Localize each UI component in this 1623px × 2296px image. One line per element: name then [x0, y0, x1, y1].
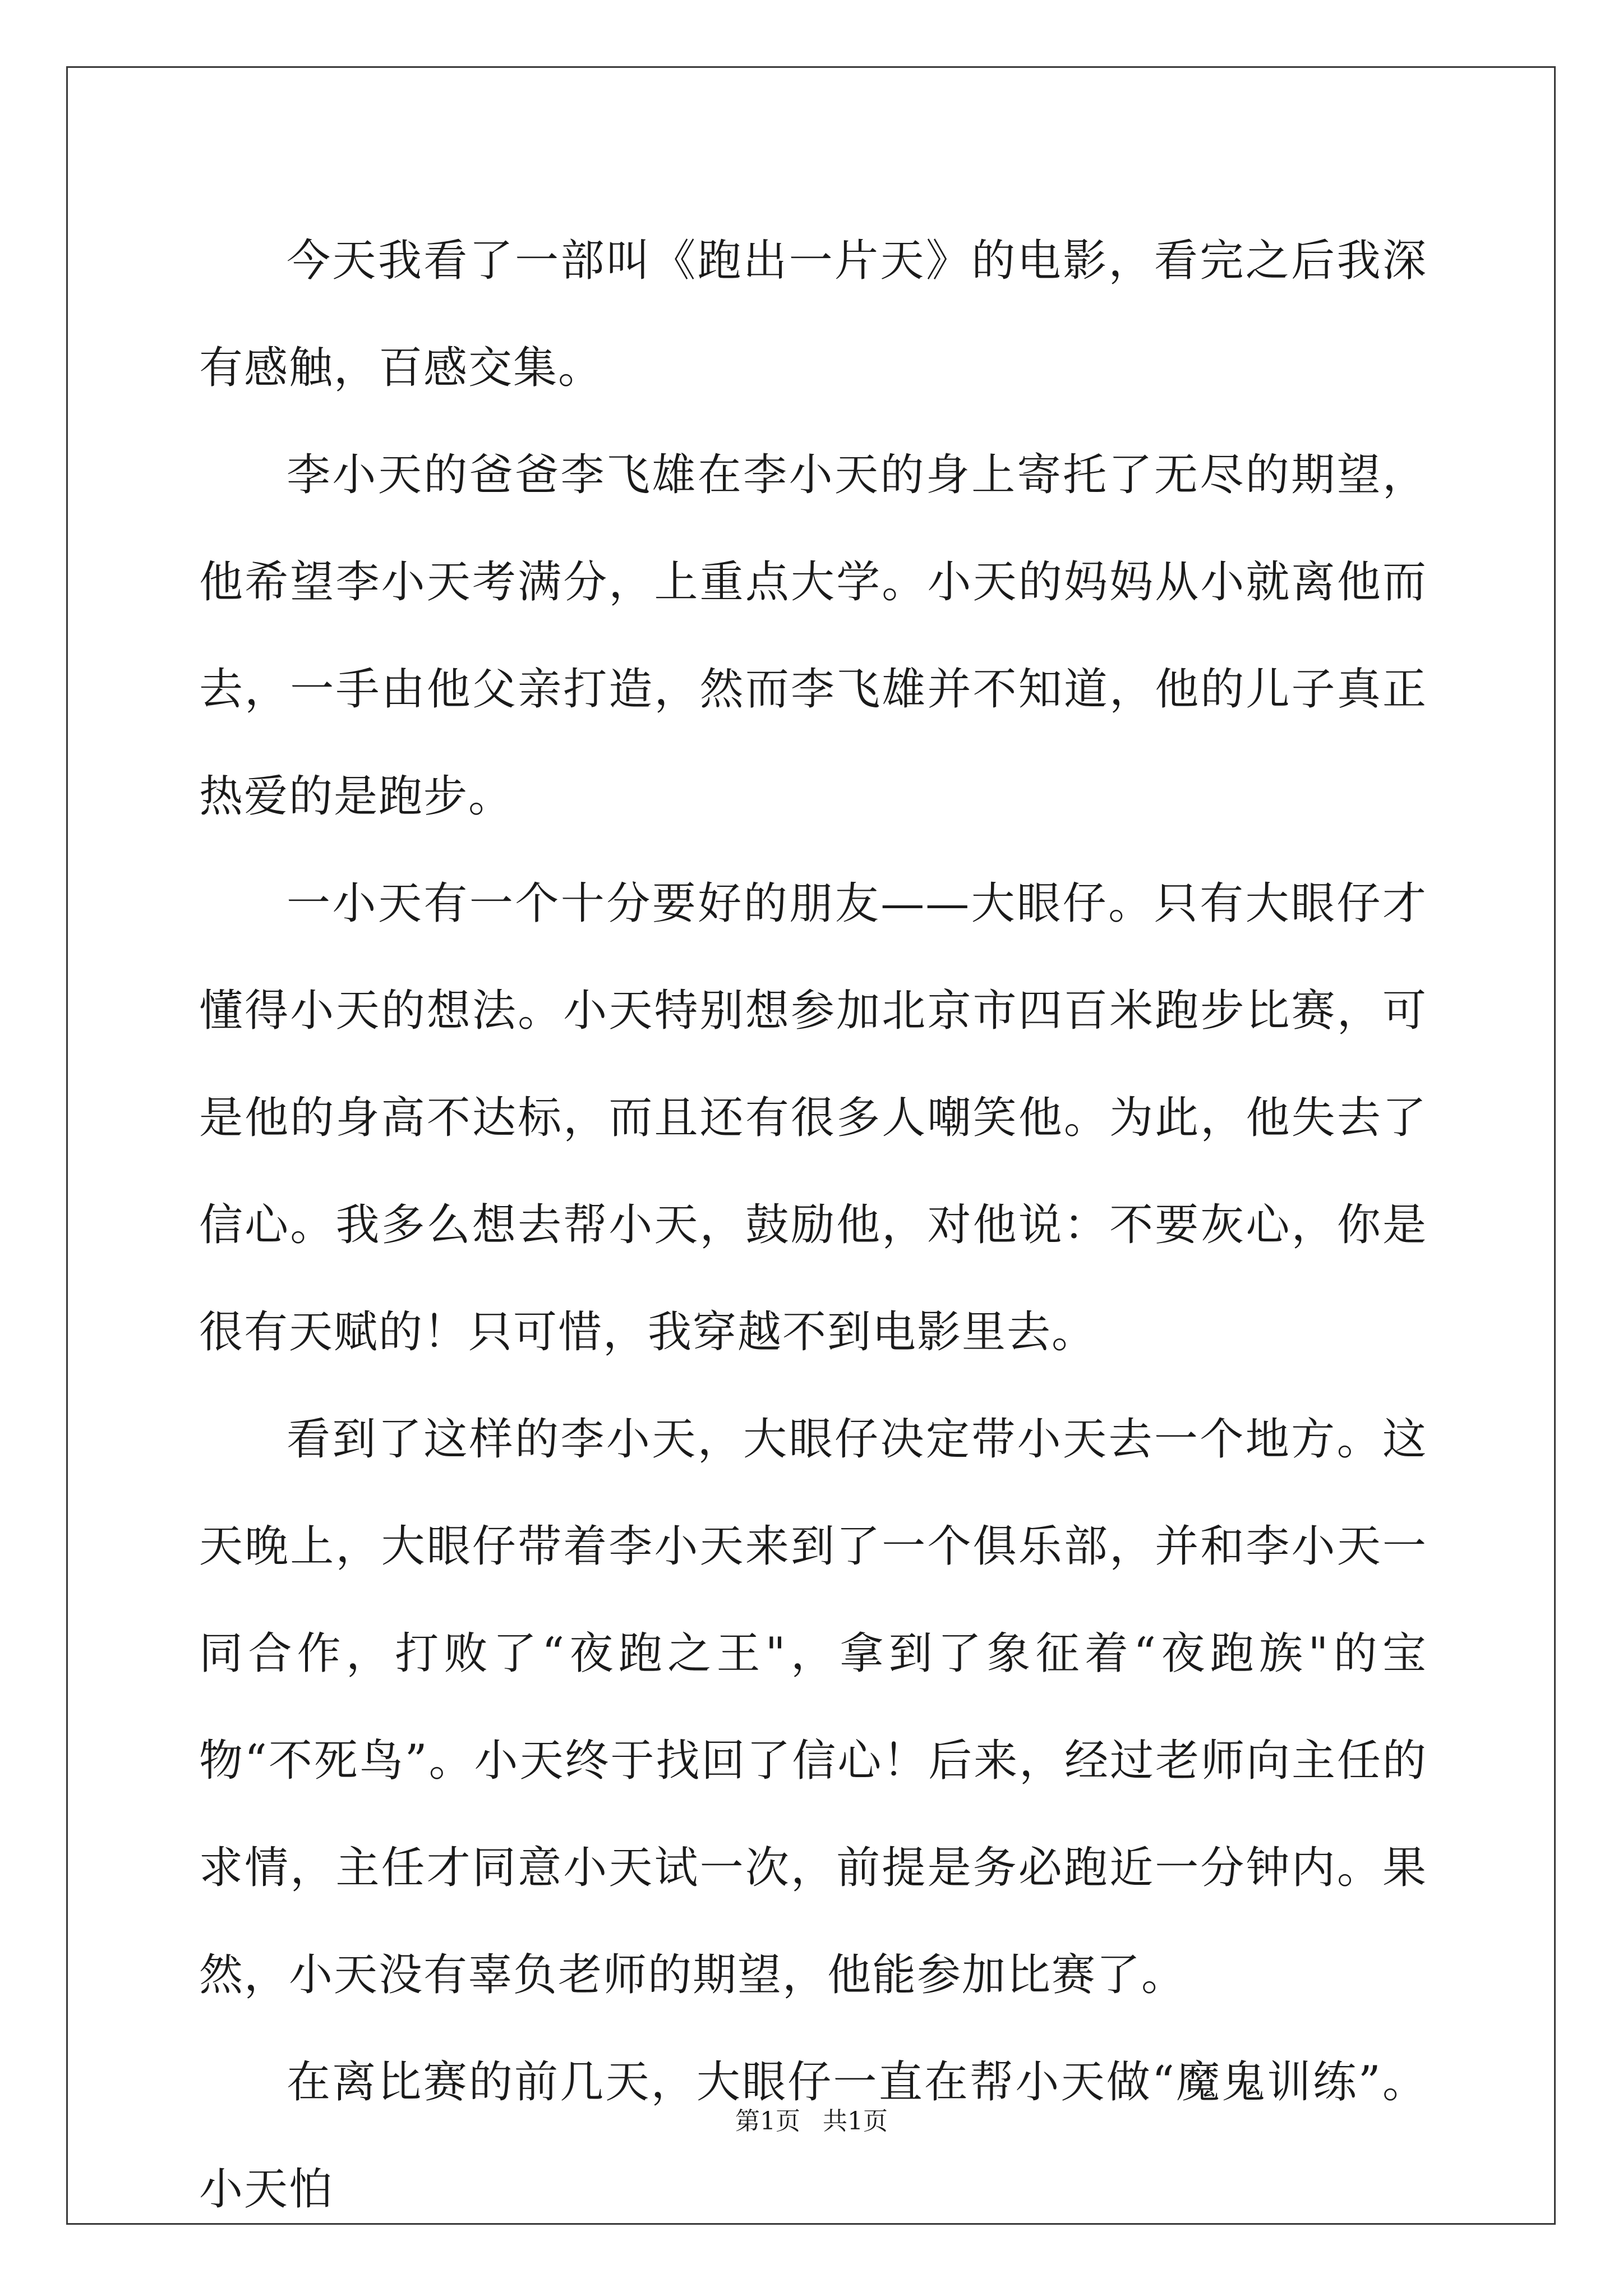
page-number-current: 第1页	[735, 2107, 800, 2136]
document-body	[199, 208, 1427, 2243]
paragraph-2: 李小天的爸爸李飞雄在李小天的身上寄托了无尽的期望，他希望李小天考满分，上重点大学。小天的妈妈从小就离他而去，一手由他父亲打造，然而李飞雄并不知道，他的儿子真正热爱的是跑步。	[199, 450, 1427, 822]
paragraph-4: 看到了这样的李小天，大眼仔决定带小天去一个地方。这天晚上，大眼仔带着李小天来到了一个俱乐部，并和李小天一同合作，打败了“夜跑之王"，拿到了象征着“夜跑族"的宝物“不死鸟”。小天终于找回了信心！后来，经过老师向主任的求情，主任才同意小天试一次，前提是务必跑近一分钟内。果然，小天没有辜负老师的期望，他能参加比赛了。	[199, 1414, 1427, 2000]
paragraph-5: 在离比赛的前几天，大眼仔一直在帮小天做“魔鬼训练”。小天怕	[199, 2057, 1427, 2215]
paragraph-1: 今天我看了一部叫《跑出一片天》的电影，看完之后我深有感触，百感交集。	[199, 236, 1427, 393]
paragraph-3: 一小天有一个十分要好的朋友——大眼仔。只有大眼仔才懂得小天的想法。小天特别想参加北京市四百米跑步比赛，可是他的身高不达标，而且还有很多人嘲笑他。为此，他失去了信心。我多么想去帮小天，鼓励他，对他说：不要灰心，你是很有天赋的！只可惜，我穿越不到电影里去。	[199, 878, 1427, 1358]
page-number-total: 共1页	[823, 2107, 888, 2136]
page-footer	[0, 2101, 1623, 2137]
